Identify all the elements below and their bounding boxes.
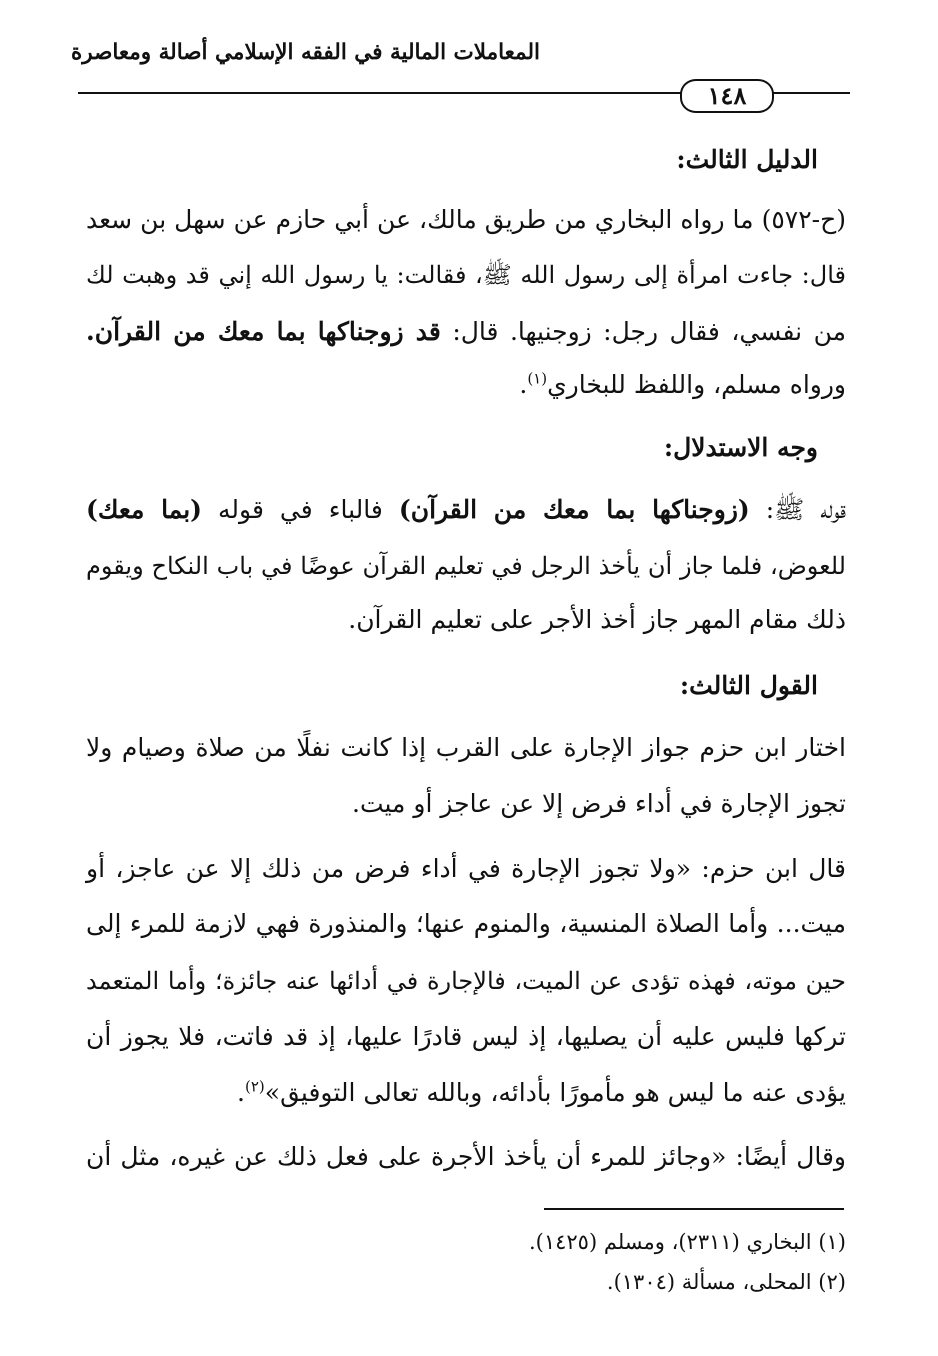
section-heading-third-evidence: الدليل الثالث: <box>676 145 818 174</box>
body-text: قوله ﷺ: <box>749 495 846 524</box>
body-line <box>86 490 846 530</box>
footnote-ref[interactable]: (١) <box>527 369 548 388</box>
body-line <box>86 1073 846 1113</box>
body-text: فالباء في قوله <box>202 495 399 524</box>
body-line: تركها فليس عليه أن يصليها، إذ ليس قادرًا عليها، إذ قد فاتت، فلا يجوز أن <box>86 1022 846 1051</box>
body-line: (ح-٥٧٢) ما رواه البخاري من طريق مالك، عن أبي حازم عن سهل بن سعد <box>86 205 846 234</box>
footnote-1: (١) البخاري (٢٣١١)، ومسلم (١٤٢٥). <box>528 1230 846 1254</box>
body-line: وقال أيضًا: «وجائز للمرء أن يأخذ الأجرة على فعل ذلك عن غيره، مثل أن <box>86 1142 846 1171</box>
footnote-2: (٢) المحلى، مسألة (١٣٠٤). <box>606 1270 846 1294</box>
body-line <box>86 365 846 405</box>
hadith-quote: (بما معك) <box>86 495 202 524</box>
body-text: ورواه مسلم، واللفظ للبخاري <box>547 370 846 399</box>
page-number: ١٤٨ <box>680 79 774 113</box>
hadith-quote: قد زوجناكها بما معك من القرآن. <box>86 317 441 346</box>
section-heading-third-opinion: القول الثالث: <box>679 671 818 700</box>
body-line: للعوض، فلما جاز أن يأخذ الرجل في تعليم القرآن عوضًا في باب النكاح ويقوم <box>86 552 846 580</box>
section-heading-inference: وجه الاستدلال: <box>663 433 818 462</box>
body-line: قال: جاءت امرأة إلى رسول الله ﷺ، فقالت: يا رسول الله إني قد وهبت لك <box>86 261 846 289</box>
body-text: يؤدى عنه ما ليس هو مأمورًا بأدائه، وبالله تعالى التوفيق» <box>264 1078 846 1107</box>
running-title: المعاملات المالية في الفقه الإسلامي أصالة ومعاصرة <box>70 40 540 65</box>
body-line: تجوز الإجارة في أداء فرض إلا عن عاجز أو ميت. <box>352 789 846 818</box>
hadith-quote: (زوجناكها بما معك من القرآن) <box>398 495 750 524</box>
body-line: ذلك مقام المهر جاز أخذ الأجر على تعليم القرآن. <box>348 605 846 634</box>
body-line: اختار ابن حزم جواز الإجارة على القرب إذا كانت نفلًا من صلاة وصيام ولا <box>86 733 846 762</box>
footnote-ref[interactable]: (٢) <box>245 1077 265 1096</box>
body-line: حين موته، فهذه تؤدى عن الميت، فالإجارة في أدائها عنه جائزة؛ وأما المتعمد <box>86 967 846 995</box>
body-line: قال ابن حزم: «ولا تجوز الإجارة في أداء فرض من ذلك إلا عن عاجز، أو <box>86 854 846 883</box>
body-text: . <box>519 370 528 399</box>
footnote-divider <box>544 1208 844 1210</box>
body-line: ميت... وأما الصلاة المنسية، والمنوم عنها؛ والمنذورة فهي لازمة للمرء إلى <box>86 909 846 938</box>
body-line <box>86 312 846 352</box>
body-text: . <box>237 1078 245 1107</box>
body-text: من نفسي، فقال رجل: زوجنيها. قال: <box>440 317 846 346</box>
